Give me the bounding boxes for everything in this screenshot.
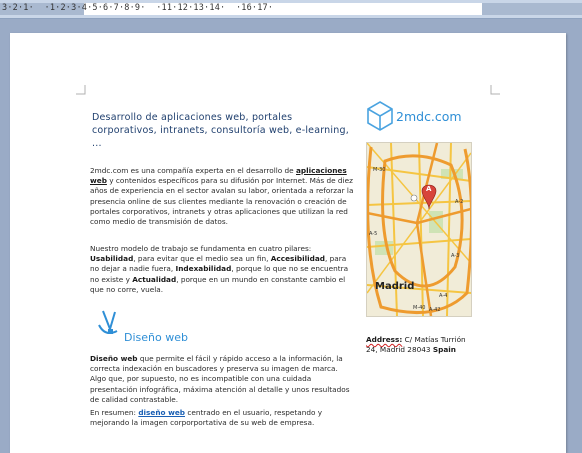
resumen-text: centrado en el usuario, respetando y mejorando la imagen corporportativa de su web de empresa. (90, 408, 323, 428)
pillars-paragraph (90, 244, 354, 295)
map-road-label: A-42 (429, 307, 441, 313)
indexabilidad-term: Indexabilidad (175, 264, 232, 274)
resumen-text: En resumen: (90, 408, 139, 417)
diseno-web-title: Diseño web (124, 331, 188, 344)
diseno-text: que permite el fácil y rápido acceso a la información, la correcta indexación en buscadores y preserva su imagen de marca. Algo que, por supuesto, no es incompatible con una cuidada presentación infográfica, máxima atención al detalle y unos resultados de calidad contrastable. (90, 354, 350, 404)
map-road-label: M-40 (413, 305, 426, 311)
diseno-bold-term: Diseño web (90, 354, 138, 363)
address-country: Spain (432, 345, 456, 354)
document-heading: Desarrollo de aplicaciones web, portales corporativos, intranets, consultoría web, e-learning, ... (92, 112, 349, 149)
pillars-text: , porque lo que no se encuentra no existe y (90, 264, 349, 284)
location-map[interactable] (366, 142, 472, 317)
logo-text: 2mdc.com (396, 109, 462, 124)
address-label: Address: (366, 335, 403, 344)
map-city-label: Madrid (375, 281, 415, 292)
pillars-text: , para evitar que el medio sea un fin, (133, 254, 271, 264)
diseno-web-link[interactable]: diseño web (138, 408, 185, 417)
pillars-text: Nuestro modelo de trabajo se fundamenta en cuatro pilares: (90, 244, 312, 253)
pillars-text: , para no dejar a nadie fuera, (90, 254, 347, 274)
usabilidad-term: Usabilidad (90, 254, 134, 264)
diseno-paragraph (90, 354, 354, 405)
address-street: C/ Matías Turrión (402, 335, 466, 344)
map-road-label: A-4 (439, 293, 448, 299)
design-pencil-icon (95, 309, 127, 341)
map-road-label: A-2 (455, 199, 464, 205)
map-marker-label: A (426, 185, 432, 193)
accesibilidad-term: Accesibilidad (270, 254, 325, 264)
document-page[interactable] (10, 33, 566, 453)
address-city: 24, Madrid 28043 (366, 345, 433, 354)
map-road-label: M-30 (373, 167, 386, 173)
horizontal-ruler[interactable] (0, 0, 582, 19)
margin-corner-mark (76, 85, 86, 95)
2mdc-cube-logo-icon (367, 101, 393, 131)
margin-corner-mark (490, 85, 500, 95)
aplicaciones-web-link[interactable]: aplicaciones web (90, 166, 347, 186)
actualidad-term: Actualidad (132, 274, 177, 284)
intro-text: y contenidos específicos para su difusión por Internet. Más de diez años de experiencia en el sector avalan su labor, orientada a reforzar la presencia online de sus clientes mediante la renovación o creación de portales corporativos, intranets y otras aplicaciones que utilizan la red como medio de transmisión de datos. (90, 176, 354, 227)
intro-paragraph (90, 166, 354, 227)
ruler-right-margin[interactable] (482, 3, 582, 15)
map-road-label: A-3 (451, 253, 460, 259)
ruler-numbers: 3·2·1· ·1·2·3·4·5·6·7·8·9· ·11·12·13·14· ·16·17· (2, 3, 274, 13)
map-road-label: A-5 (369, 231, 378, 237)
resumen-paragraph (90, 408, 354, 428)
intro-text: 2mdc.com es una compañía experta en el desarrollo de (90, 166, 296, 175)
address-block (366, 335, 496, 355)
pillars-text: , porque en un mundo en constante cambio el que no corre, vuela. (90, 274, 346, 294)
